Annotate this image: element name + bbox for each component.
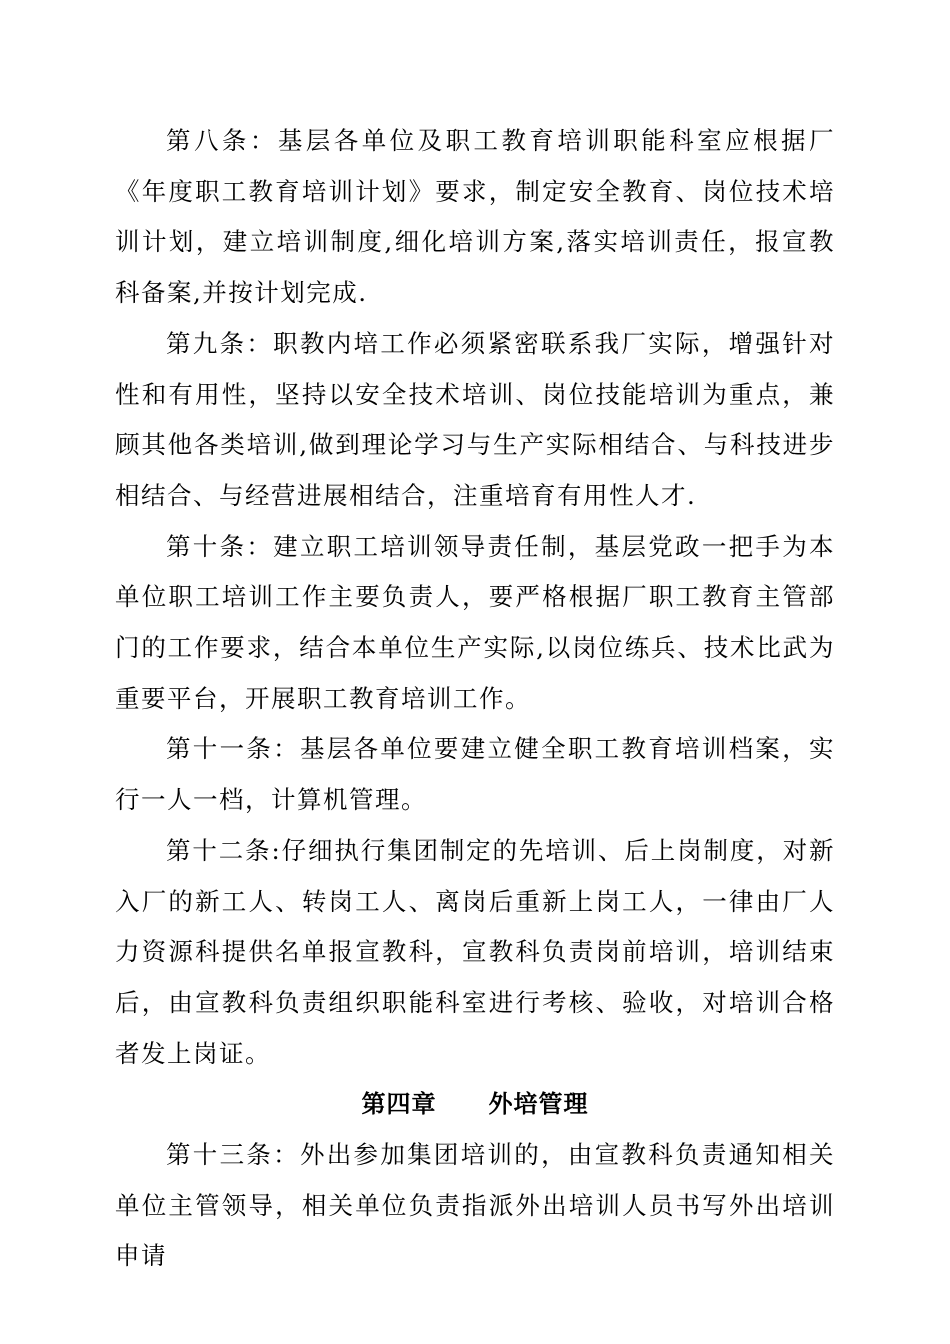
chapter-title: 外培管理 xyxy=(488,1090,589,1119)
article-13: 第十三条：外出参加集团培训的，由宣教科负责通知相关单位主管领导，相关单位负责指派外出培训人员书写外出培训申请 xyxy=(115,1140,835,1271)
article-11: 第十一条：基层各单位要建立健全职工教育培训档案，实行一人一档，计算机管理。 xyxy=(115,734,835,815)
chapter-number: 第四章 xyxy=(361,1090,437,1119)
article-8: 第八条：基层各单位及职工教育培训职能科室应根据厂《年度职工教育培训计划》要求，制定安全教育、岗位技术培训计划，建立培训制度,细化培训方案,落实培训责任，报宣教科备案,并按计划完成. xyxy=(115,126,835,308)
chapter-heading xyxy=(115,1079,835,1130)
article-12: 第十二条:仔细执行集团制定的先培训、后上岗制度，对新入厂的新工人、转岗工人、离岗后重新上岗工人，一律由厂人力资源科提供名单报宣教科，宣教科负责岗前培训，培训结束后，由宣教科负责组织职能科室进行考核、验收，对培训合格者发上岗证。 xyxy=(115,835,835,1068)
document-body xyxy=(115,116,835,1282)
article-10: 第十条：建立职工培训领导责任制，基层党政一把手为本单位职工培训工作主要负责人，要严格根据厂职工教育主管部门的工作要求，结合本单位生产实际,以岗位练兵、技术比武为重要平台，开展职工教育培训工作。 xyxy=(115,531,835,713)
article-9: 第九条：职教内培工作必须紧密联系我厂实际，增强针对性和有用性，坚持以安全技术培训、岗位技能培训为重点，兼顾其他各类培训,做到理论学习与生产实际相结合、与科技进步相结合、与经营进展相结合，注重培育有用性人才. xyxy=(115,328,835,510)
